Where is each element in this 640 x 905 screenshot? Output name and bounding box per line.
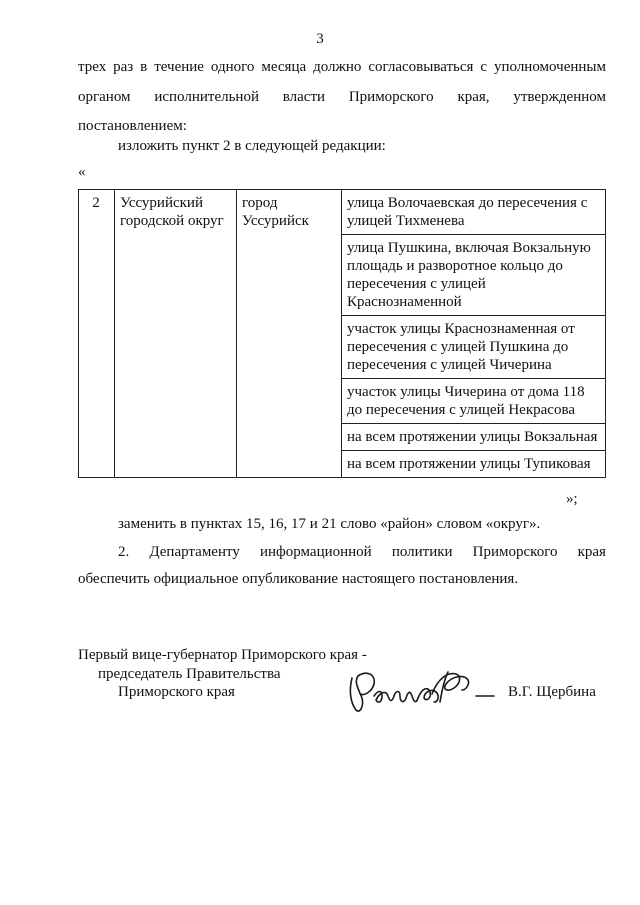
item-2-line-2: обеспечить официальное опубликование настоящего постановления.: [78, 571, 519, 587]
word: исполнительной: [154, 89, 259, 105]
word: Приморского: [348, 89, 434, 105]
word: края,: [457, 89, 490, 105]
signatory-position-line-1: Первый вице-губернатор Приморского края -: [78, 647, 367, 663]
replace-text: заменить в пунктах 15, 16, 17 и 21 слово «район» словом «округ».: [118, 516, 541, 532]
street-cell: на всем протяжении улицы Тупиковая: [342, 451, 606, 478]
word: раз: [113, 59, 134, 75]
page-number: 3: [316, 31, 324, 47]
word: Приморского: [472, 544, 558, 560]
instruction-text: изложить пункт 2 в следующей редакции:: [118, 138, 386, 154]
word: должно: [313, 59, 362, 75]
item-2-line-1: [118, 543, 606, 561]
word: политики: [391, 544, 453, 560]
street-cell: участок улицы Чичерина от дома 118 до пересечения с улицей Некрасова: [342, 379, 606, 424]
word: трех: [78, 59, 107, 75]
street-cell: на всем протяжении улицы Вокзальная: [342, 424, 606, 451]
word: 2.: [118, 544, 130, 560]
word: утвержденном: [513, 89, 606, 105]
word: течение: [154, 59, 204, 75]
city-cell: город Уссурийск: [237, 190, 342, 478]
district-cell: Уссурийский городской округ: [115, 190, 237, 478]
handwritten-signature: [344, 666, 504, 716]
intro-line-2: [78, 88, 606, 106]
street-cell: улица Пушкина, включая Вокзальную площадь и разворотное кольцо до пересечения с улицей Краснознаменной: [342, 235, 606, 316]
intro-line-3: постановлением:: [78, 118, 187, 134]
signatory-name: В.Г. Щербина: [508, 684, 596, 700]
word: информационной: [259, 544, 372, 560]
signatory-position-line-3: Приморского края: [118, 684, 235, 700]
streets-table: [78, 189, 606, 478]
item-number-cell: 2: [79, 190, 115, 478]
word: в: [140, 59, 148, 75]
open-quote: «: [78, 164, 86, 180]
close-quote: »;: [566, 491, 578, 507]
table-row: [79, 190, 606, 235]
word: уполномоченным: [493, 59, 606, 75]
word: власти: [282, 89, 326, 105]
word: Департаменту: [149, 544, 240, 560]
word: согласовываться: [368, 59, 474, 75]
street-cell: участок улицы Краснознаменная от пересечения с улицей Пушкина до пересечения с улицей Чичерина: [342, 316, 606, 379]
word: одного: [210, 59, 255, 75]
word: с: [480, 59, 488, 75]
street-cell: улица Волочаевская до пересечения с улицей Тихменева: [342, 190, 606, 235]
word: месяца: [261, 59, 307, 75]
word: края: [577, 544, 606, 560]
intro-line-1: [78, 58, 606, 76]
word: органом: [78, 89, 131, 105]
signatory-position-line-2: председатель Правительства: [98, 666, 281, 682]
